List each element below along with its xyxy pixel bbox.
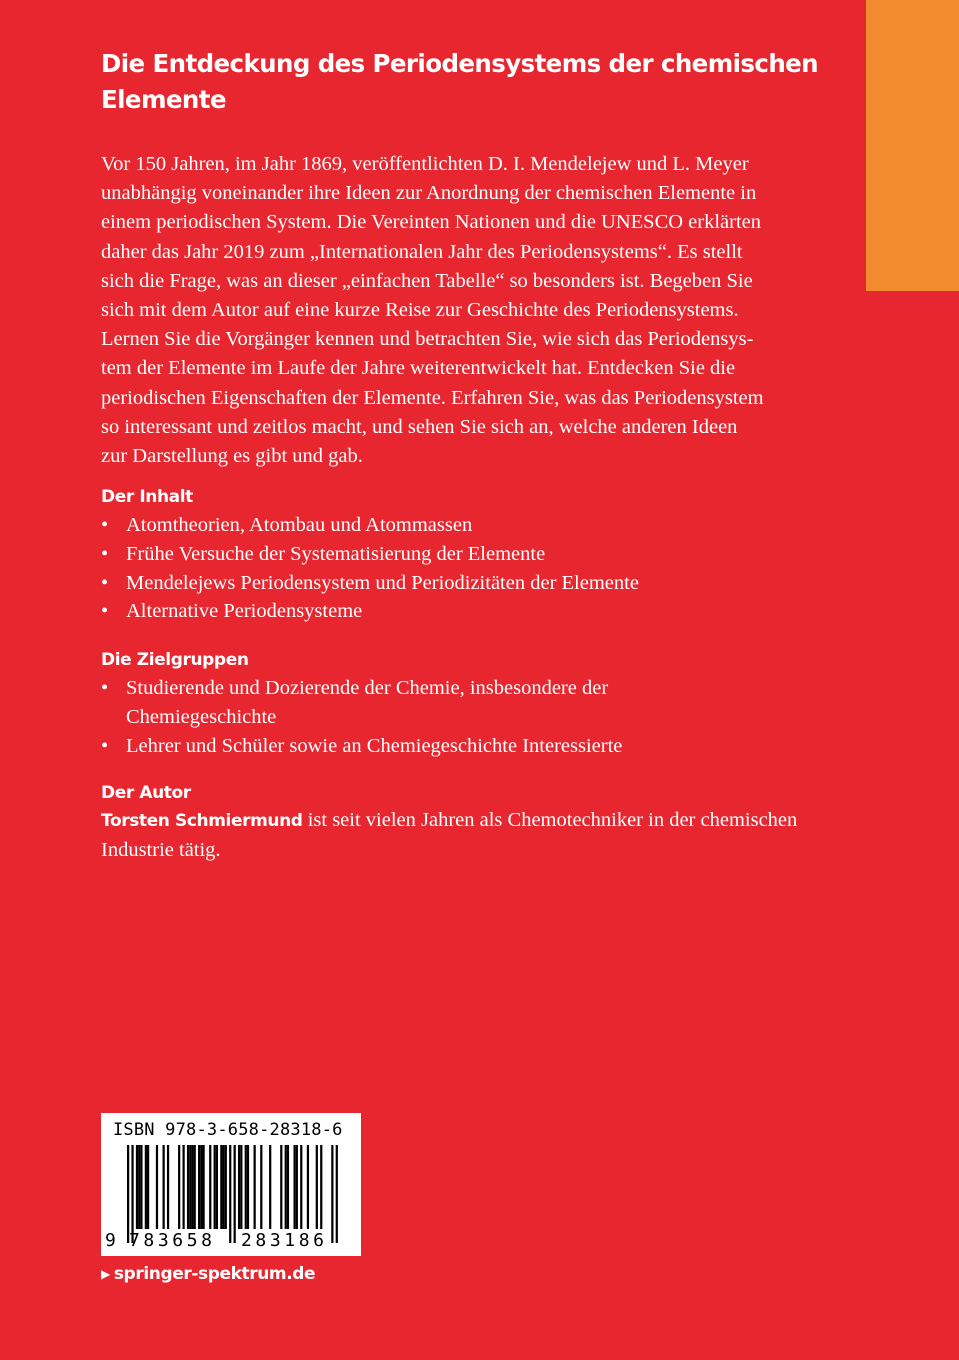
paragraph-line: zur Darstellung es gibt und gab. [101,445,363,468]
barcode-bar [240,1145,242,1229]
author-name: Torsten Schmiermund [101,811,303,831]
paragraph-line: periodischen Eigenschaften der Elemente. Erfahren Sie, was das Periodensystem [101,386,764,409]
barcode-box: ISBN 978-3-658-28318-6 9 783658 283186 [101,1113,361,1256]
barcode-bar [238,1145,240,1229]
barcode-bar [127,1145,129,1243]
title-line: Die Entdeckung des Periodensystems der chemischen [101,49,819,78]
publisher-url: springer-spektrum.de [113,1264,316,1284]
inhalt-heading: Der Inhalt [101,487,193,507]
barcode-bar [254,1145,256,1229]
paragraph-line: Lernen Sie die Vorgänger kennen und betrachten Sie, wie sich das Periodensys- [101,328,754,351]
barcode-bar [222,1145,224,1229]
barcode-bar [191,1145,193,1229]
bullet-icon: • [101,734,109,757]
barcode-bar [202,1145,204,1229]
barcode-bar [287,1145,289,1229]
bullet-icon: • [101,542,109,565]
barcode-bar [194,1145,196,1229]
title-line: Elemente [101,85,226,114]
list-item: • Frühe Versuche der Systematisierung der Elemente [101,540,821,569]
description-paragraph [101,150,821,471]
barcode-bar [183,1145,185,1229]
autor-heading: Der Autor [101,783,191,803]
barcode-bar [156,1145,158,1229]
orange-corner-tab [866,0,959,291]
paragraph-line: daher das Jahr 2019 zum „Internationalen Jahr des Periodensystems“. Es stellt [101,240,743,263]
barcode-bar [307,1145,309,1229]
bullet-icon: • [101,600,109,623]
barcode-bar [136,1145,138,1229]
barcode-bar [200,1145,202,1229]
barcode-bar [320,1145,322,1229]
barcode-bar [247,1145,249,1229]
publisher-link[interactable] [101,1264,315,1284]
barcode-bar [245,1145,247,1229]
barcode-bar [316,1145,318,1229]
paragraph-line: tem der Elemente im Laufe der Jahre weiterentwickelt hat. Entdecken Sie die [101,357,736,380]
barcode-bar [280,1145,282,1229]
barcode-bar [209,1145,211,1229]
zielgruppen-list [101,674,821,760]
barcode-bar [260,1145,262,1229]
barcode-bar [187,1145,189,1229]
list-item: • Lehrer und Schüler sowie an Chemiegeschichte Interessierte [101,732,821,761]
paragraph-line: so interessant und zeitlos macht, und sehen Sie sich an, welche anderen Ideen [101,415,738,438]
barcode-bar [163,1145,165,1229]
barcode-bar [140,1145,142,1229]
barcode-bar [336,1145,338,1243]
barcode-bar [178,1145,180,1229]
arrow-right-icon: ▶ [101,1267,110,1281]
list-item: • Mendelejews Periodensystem und Periodizitäten der Elemente [101,569,821,598]
barcode-bar [220,1145,222,1229]
bullet-icon: • [101,514,109,536]
autor-paragraph [101,806,841,865]
paragraph-line: sich die Frage, was an dieser „einfachen Tabelle“ so besonders ist. Begeben Sie [101,269,753,292]
barcode-bar [285,1145,287,1229]
barcode-bar [300,1145,302,1229]
barcode-bar [234,1145,236,1243]
list-item: • Studierende und Dozierende der Chemie, insbesondere der Chemiegeschichte [101,674,821,732]
barcode-bar [138,1145,140,1229]
barcode-bar [229,1145,231,1243]
paragraph-line: einem periodischen System. Die Vereinten Nationen und die UNESCO erklärten [101,211,762,234]
barcode-bar [294,1145,296,1229]
barcode-bar [331,1145,333,1243]
paragraph-line: Vor 150 Jahren, im Jahr 1869, veröffentlichten D. I. Mendelejew und L. Meyer [101,153,749,175]
barcode-bar [296,1145,298,1229]
paragraph-line: unabhängig voneinander ihre Ideen zur Anordnung der chemischen Elemente in [101,182,757,205]
author-text: ist seit vielen Jahren als Chemotechniker in der chemischen [302,809,798,831]
barcode-bar [145,1145,147,1229]
bullet-icon: • [101,571,109,594]
barcode-bar [225,1145,227,1229]
list-item: • Alternative Periodensysteme [101,597,821,626]
barcode-bar [269,1145,271,1229]
zielgruppen-heading: Die Zielgruppen [101,650,249,670]
barcode-bar [167,1145,169,1229]
barcode-bar [147,1145,149,1229]
barcode-bar [216,1145,218,1229]
book-title [101,46,821,118]
paragraph-line: sich mit dem Autor auf eine kurze Reise zur Geschichte des Periodensystems. [101,299,739,322]
barcode-bar [189,1145,191,1229]
bullet-icon: • [101,677,109,699]
barcode-bar [214,1145,216,1229]
barcode-bar [198,1145,200,1229]
author-text: Industrie tätig. [101,839,221,861]
list-item: • Atomtheorien, Atombau und Atommassen [101,511,821,540]
barcode-bar [131,1145,133,1243]
inhalt-list [101,511,821,626]
isbn-label: ISBN 978-3-658-28318-6 [113,1120,343,1140]
